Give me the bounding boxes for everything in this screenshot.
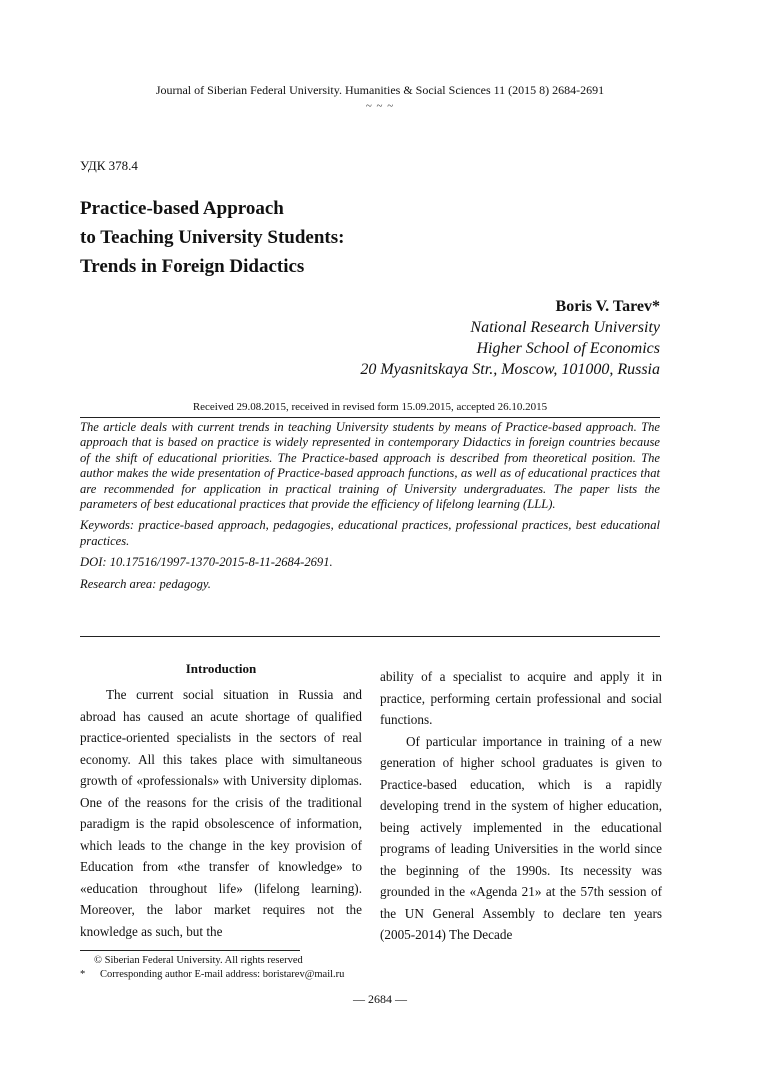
journal-header: Journal of Siberian Federal University. Humanities & Social Sciences 11 (2015 8) 2684-2691 [155, 83, 605, 97]
title-line: Practice-based Approach [80, 198, 284, 219]
body-paragraph-continuation: ability of a specialist to acquire and apply it in practice, performing certain professional and social functions. [380, 669, 662, 727]
title-line: to Teaching University Students: [80, 227, 345, 248]
footnote-star: * [80, 969, 86, 980]
research-area: Research area: pedagogy. [80, 576, 211, 591]
keywords: Keywords: practice-based approach, pedagogies, educational practices, professional practices, best educational practices. [80, 518, 660, 548]
corresponding-note [80, 968, 344, 982]
copyright-note: © Siberian Federal University. All rights reserved [94, 955, 303, 966]
right-column [380, 666, 662, 946]
body-paragraph: The current social situation in Russia and abroad has caused an acute shortage of qualified practice-oriented specialists in the sectors of real economy. All this takes place with simultaneous growth of «professionals» with University diplomas. One of the reasons for the crisis of the traditional paradigm is the rapid obsolescence of information, which leads to the change in the key provision of Education from «the transfer of knowledge» to «education throughout life» (lifelong learning). Moreover, the labor market requires not the knowledge as such, but the [80, 687, 362, 939]
affiliation-line: National Research University [470, 319, 660, 336]
left-column [80, 660, 362, 942]
affiliation-line: Higher School of Economics [476, 340, 660, 357]
body-paragraph: Of particular importance in training of a new generation of higher school graduates is given to Practice-based education, which is a rapidly developing trend in the system of higher education, being actively implemented in the educational programs of leading Universities in the world since the beginning of the 1990s. Its necessity was grounded in the «Agenda 21» at the 57th session of the UN General Assembly to declare ten years (2005-2014) The Decade [380, 733, 662, 942]
corresponding-email: Corresponding author E-mail address: boristarev@mail.ru [100, 969, 345, 980]
abstract-text: The article deals with current trends in teaching University students by means of Practice-based approach. The approach that is based on practice is widely represented in contemporary Didactics in foreign countries because of the shift of educational priorities. The Practice-based approach is described from theoretical position. The author makes the wide presentation of Practice-based approach functions, as well as of educational practices that are recommended for application in practical training of University undergraduates. The paper lists the parameters of best educational practices that provide the efficiency of lifelong learning (LLL). [80, 420, 660, 512]
udk-code: УДК 378.4 [80, 158, 138, 173]
article-title [80, 194, 344, 281]
footnote-rule [80, 950, 300, 951]
affiliation-line: 20 Myasnitskaya Str., Moscow, 101000, Russia [360, 361, 660, 378]
author-block [360, 296, 660, 380]
received-dates: Received 29.08.2015, received in revised form 15.09.2015, accepted 26.10.2015 [192, 401, 548, 413]
doi: DOI: 10.17516/1997-1370-2015-8-11-2684-2691. [80, 555, 333, 570]
abstract-bottom-rule [80, 636, 660, 637]
section-heading-introduction: Introduction [185, 661, 257, 676]
header-ornament: ~ ~ ~ [365, 100, 395, 112]
footnotes [80, 954, 344, 982]
author-name: Boris V. Tarev* [555, 298, 660, 315]
abstract-block [80, 420, 660, 598]
page-number: — 2684 — [353, 992, 407, 1006]
abstract-top-rule [80, 417, 660, 418]
title-line: Trends in Foreign Didactics [80, 256, 305, 277]
